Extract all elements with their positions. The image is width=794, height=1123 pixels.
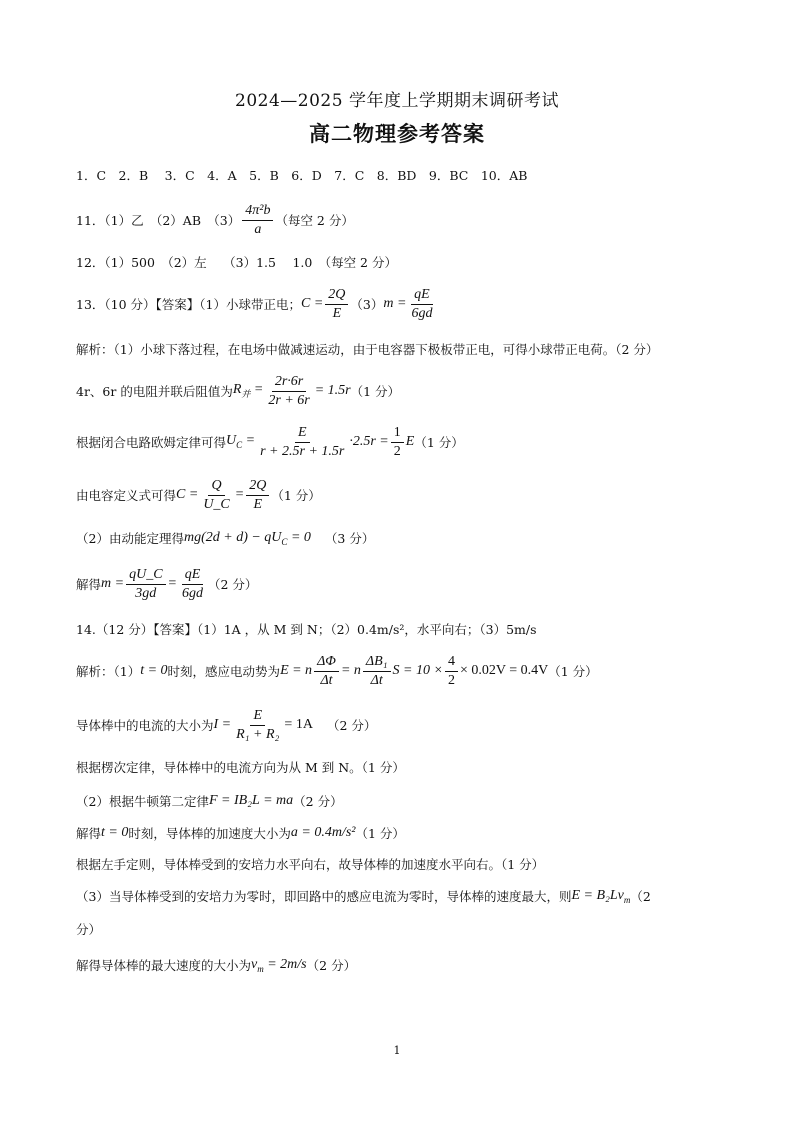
q13-m-num: qE [411, 286, 433, 305]
q11-note: （每空 2 分） [275, 212, 354, 228]
q14-newton-law [76, 793, 343, 810]
q13-energy-tail: = 0 [287, 530, 311, 545]
q12-answer: 12．（1）500 （2）左 （3）1.5 1.0 （每空 2 分） [76, 255, 397, 270]
multiple-choice-answers: 1．C 2．B 3．C 4．A 5．B 6．D 7．C 8．BD 9．BC 10．AB [76, 168, 528, 183]
q13-head: 13．（10 分）【答案】（1）小球带正电； [76, 296, 301, 312]
q13-c-den: E [332, 305, 342, 321]
q14-i-tail: = 1A [284, 716, 313, 732]
q14-a1-frac2 [363, 653, 391, 689]
q14-max-velocity [76, 957, 356, 975]
q13-c-frac [325, 286, 348, 322]
q13-energy-main: mg(2d + d) − qU [183, 530, 282, 545]
q14-acc-t: t = 0 [101, 825, 129, 840]
q13-solve-mass: 解得 m = $\frac{qU\_C}{3gd}$ = $\frac{qE}{6gd}$ （2 分） [76, 567, 258, 601]
q14-a1-s: S = 10 × [392, 662, 443, 678]
q13-ohm-den: r + 2.5r + 1.5r [260, 443, 345, 459]
q14-newton-expr: F = IB₂L = ma [208, 793, 294, 808]
q13-parallel-r: R [232, 382, 242, 398]
q13-ohm-u: U [226, 433, 237, 449]
q13-ohm-frac [257, 424, 347, 460]
q13-ohm-text: 根据闭合电路欧姆定律可得 [76, 434, 227, 450]
q11-fraction [242, 202, 273, 238]
q14-a1-den1: Δt [320, 672, 333, 688]
q14-vmax-v: v [251, 957, 258, 972]
q13-parallel-num: 2r·6r [272, 373, 306, 392]
q14-i-score: （2 分） [326, 717, 377, 733]
q14-a1-den3: 2 [447, 672, 455, 688]
q14-emf [76, 653, 598, 689]
q11-answer [76, 202, 354, 238]
q13-analysis-1: 解析：（1）小球下落过程，在电场中做减速运动，由于电容器下极板带正电，可得小球带正电荷。（2 分） [76, 342, 659, 357]
q14-a1-den2: Δt [370, 672, 383, 688]
q13-ohm-lhs: $U_C$ = [226, 433, 256, 450]
q13-solve-num2: qE [182, 566, 204, 585]
q13-ohm-num: E [295, 424, 310, 443]
q13-m-den: 6gd [411, 305, 433, 321]
exam-title: 2024—2025 学年度上学期期末调研考试 [235, 91, 559, 111]
q13-parallel-result: = 1.5r [314, 382, 351, 398]
q14-newton-text: （2）根据牛顿第二定律 [76, 793, 209, 809]
q13-energy-theorem [76, 530, 374, 548]
q13-energy-text: （2）由动能定理得 [76, 531, 184, 547]
q14-p3-score-cont: 分） [76, 922, 102, 937]
q13-cap-score: （1 分） [271, 487, 321, 503]
q14-acc-score: （1 分） [355, 825, 405, 841]
q14-i-lhs: I = [213, 716, 232, 732]
q13-cap-lhs: C = [176, 486, 199, 502]
q13-cap-text: 由电容定义式可得 [76, 487, 177, 503]
q13-ohm-half-num: 1 [391, 424, 404, 443]
q13-answer [76, 286, 437, 322]
q14-i-frac [233, 707, 282, 743]
q13-cap-num2: 2Q [246, 477, 269, 496]
q13-solve-num1: qU_C [126, 566, 165, 585]
q14-a1-eq: = n [340, 662, 361, 678]
q14-p3-sub: m [623, 894, 631, 905]
q14-lenz-law: 根据楞次定律，导体棒中的电流方向为从 M 到 N。（1 分） [76, 760, 405, 775]
q14-a1-e: E = n [280, 662, 313, 678]
q13-c-lhs: C = [301, 295, 324, 311]
q13-energy-sub: C [281, 536, 288, 547]
q13-cap-den1: U_C [203, 496, 230, 512]
q14-a1-num1: ΔΦ [314, 653, 339, 672]
q11-frac-num: 4π²b [242, 202, 273, 221]
q14-a1-mid: 时刻，感应电动势为 [167, 663, 281, 679]
q14-a1-num3: 4 [445, 653, 458, 672]
q13-parallel-frac [265, 373, 312, 409]
q13-ohm-score: （1 分） [414, 434, 464, 450]
q14-a1-frac3 [445, 653, 458, 689]
q13-c-num: 2Q [325, 286, 348, 305]
q13-cap-frac1 [200, 477, 232, 513]
q14-vmax-text: 解得导体棒的最大速度的大小为 [76, 958, 252, 974]
q14-acc-text1: 解得 [76, 825, 102, 841]
q13-energy-expr [184, 530, 311, 548]
q14-a1-frac1 [314, 653, 339, 689]
q14-a1-text: 解析：（1） [76, 663, 141, 679]
q13-solve-den2: 6gd [181, 585, 203, 601]
q13-ohm-half [391, 424, 404, 460]
q14-vmax-score: （2 分） [306, 958, 357, 974]
q13-parallel-score: （1 分） [350, 383, 401, 399]
q11-prefix: 11．（1）乙 （2）AB （3） [76, 212, 241, 228]
q13-solve-lhs: m = [101, 575, 125, 591]
q13-solve-score: （2 分） [207, 576, 258, 592]
q13-ohm-half-den: 2 [393, 443, 401, 459]
q13-ohm-sub: C [236, 440, 243, 450]
q13-ohm-tail: E [405, 433, 415, 449]
q13-parallel-text: 4r、6r 的电阻并联后阻值为 [76, 383, 233, 399]
q13-m-lhs: m = [383, 295, 407, 311]
q14-acc-text2: 时刻，导体棒的加速度大小为 [128, 825, 291, 841]
q14-a1-t: t = 0 [140, 662, 168, 678]
q14-a1-num2: ΔB₁ [363, 653, 391, 672]
q14-vmax-tail: = 2m/s [263, 957, 307, 972]
q14-vmax-sub: m [257, 963, 264, 974]
page-number: 1 [393, 1044, 401, 1057]
q14-a1-tail: × 0.02V = 0.4V [459, 662, 549, 678]
q14-part3 [76, 888, 651, 906]
q14-answer: 14.（12 分）【答案】（1）1A ，从 M 到 N；（2）0.4m/s²，水平向右；（3）5m/s [76, 622, 537, 637]
q13-solve-frac1 [126, 566, 165, 602]
q13-solve-den1: 3gd [135, 585, 157, 601]
q13-ohm-law [76, 424, 464, 460]
q14-acc-expr: a = 0.4m/s² [290, 825, 356, 840]
q13-solve-frac2 [179, 566, 206, 602]
q14-a1-score: （1 分） [548, 663, 598, 679]
q14-p3-score: （2 [630, 889, 651, 905]
q14-i-den: R₁ + R₂ [236, 726, 280, 742]
answer-key-title: 高二物理参考答案 [309, 122, 485, 146]
q14-p3-expr [571, 888, 630, 906]
q11-frac-den: a [254, 221, 262, 237]
q13-parallel-den: 2r + 6r [268, 392, 310, 408]
q14-i-text: 导体棒中的电流的大小为 [76, 717, 214, 733]
q14-p3-main: E = B₂Lv [571, 888, 624, 903]
q13-capacitance: 由电容定义式可得 C = $\frac{Q}{U\_C}$ = $\frac{2Q}{E}$ （1 分） [76, 478, 321, 512]
q14-acceleration [76, 825, 405, 842]
q13-cap-frac2 [246, 477, 269, 513]
q13-cap-den2: E [253, 496, 263, 512]
q13-parallel-lhs: $R_并$ = [232, 382, 264, 399]
q14-left-hand-rule: 根据左手定则，导体棒受到的安培力水平向右，故导体棒的加速度水平向右。（1 分） [76, 857, 545, 872]
q14-i-num: E [250, 707, 265, 726]
q13-parallel-resistance [76, 373, 400, 409]
q13-cap-num1: Q [208, 477, 224, 496]
q13-parallel-sub: 并 [241, 389, 251, 399]
q13-solve-text: 解得 [76, 576, 102, 592]
q13-m-frac [408, 286, 435, 322]
q13-part3: （3） [350, 296, 384, 312]
q13-ohm-mid: ·2.5r = [349, 433, 389, 449]
q14-newton-score: （2 分） [293, 793, 343, 809]
q14-p3-text: （3）当导体棒受到的安培力为零时，即回路中的感应电流为零时，导体棒的速度最大，则 [76, 889, 572, 905]
q14-current [76, 707, 376, 743]
q13-energy-score: （3 分） [324, 531, 375, 547]
q14-vmax-expr [251, 957, 307, 975]
